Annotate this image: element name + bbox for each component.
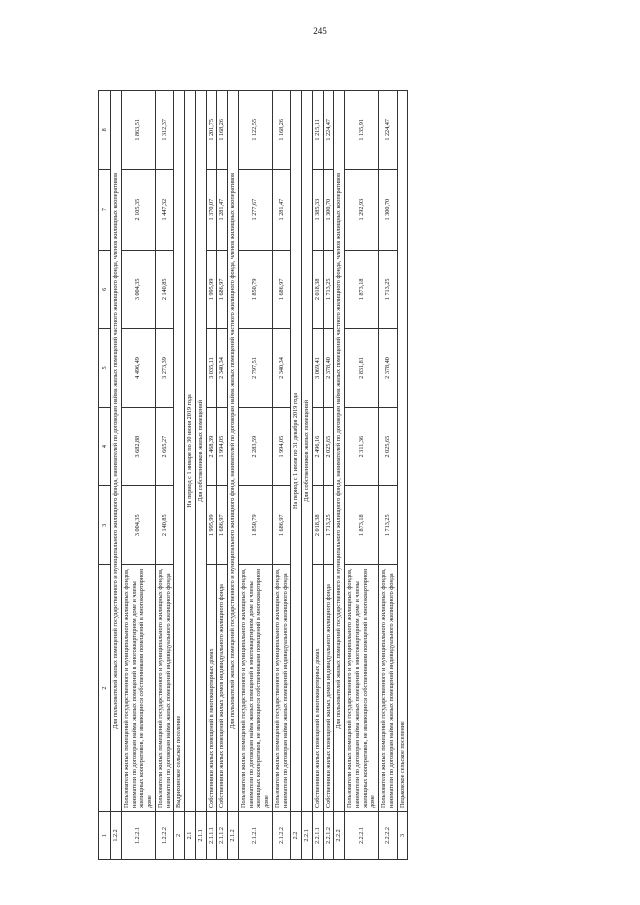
row-code: 1.2.2.1: [121, 811, 155, 859]
tariff-value: 1 994,05: [217, 407, 228, 486]
tariff-value: 1 850,79: [238, 486, 272, 565]
tariff-value: 1 300,70: [323, 169, 334, 250]
table-row: [397, 91, 408, 860]
column-number: 2: [99, 565, 111, 812]
tariff-value: 1 370,07: [206, 169, 217, 250]
row-label: Пользователи жилых помещений государственного и муниципального жилищных фондов, наниматели по договорам найма жилых помещений в многоквартирном доме и члены жилищных кооперативов, не являющиеся собственниками помещений в многоквартирном доме: [238, 565, 272, 812]
tariff-value: 1 292,93: [345, 169, 379, 250]
tariff-value: 1 686,97: [272, 486, 291, 565]
column-number: 7: [99, 169, 111, 250]
tariff-value: 1 201,75: [206, 91, 217, 170]
section-heading: На период с 1 июля по 31 декабря 2019 года: [291, 91, 302, 812]
tariff-table: [98, 90, 408, 860]
tariff-value: 1 168,26: [217, 91, 228, 170]
row-code: 2.1: [185, 811, 196, 859]
column-number: 8: [99, 91, 111, 170]
row-code: 2.2.2.2: [379, 811, 398, 859]
tariff-value: 1 686,97: [272, 250, 291, 329]
row-code: 2.1.2: [228, 811, 239, 859]
row-code: 2: [174, 811, 185, 859]
tariff-value: 3 004,35: [121, 250, 155, 329]
table-row: [174, 91, 185, 860]
row-label: Собственники жилых помещений жилых домов индивидуального жилищного фонда: [217, 565, 228, 812]
row-label: Пользователи жилых помещений государственного и муниципального жилищных фондов, наниматели по договорам найма жилых помещений индивидуального жилищного фонда: [155, 565, 174, 812]
tariff-value: 1 686,97: [217, 486, 228, 565]
settlement-name: Пецьковское сельское поселение: [397, 91, 408, 812]
tariff-value: 1 312,37: [155, 91, 174, 170]
table-row: [312, 91, 323, 860]
tariff-value: 1 281,47: [272, 169, 291, 250]
table-row: [121, 91, 155, 860]
row-code: 1.2.2: [111, 811, 122, 859]
table-row: [238, 91, 272, 860]
column-number-row: [99, 91, 111, 860]
tariff-value: 2 105,35: [121, 169, 155, 250]
column-number: 1: [99, 811, 111, 859]
tariff-value: 1 713,25: [323, 250, 334, 329]
tariff-value: 2 340,34: [217, 329, 228, 408]
tariff-value: 3 273,39: [155, 329, 174, 408]
row-label: Собственники жилых помещений в многоквартирных домах: [312, 565, 323, 812]
row-code: 2.2.2.1: [345, 811, 379, 859]
tariff-value: 1 850,79: [238, 250, 272, 329]
settlement-name: Выдрихинское сельское поселение: [174, 91, 185, 812]
tariff-value: 1 215,11: [312, 91, 323, 170]
tariff-value: 2 311,36: [345, 407, 379, 486]
table-row: [334, 91, 345, 860]
tariff-value: 1 135,91: [345, 91, 379, 170]
row-code: 2.1.1: [195, 811, 206, 859]
tariff-value: 3 004,35: [121, 486, 155, 565]
tariff-value: 1 122,55: [238, 91, 272, 170]
tariff-value: 1 686,97: [217, 250, 228, 329]
table-row: [323, 91, 334, 860]
tariff-value: 1 224,47: [379, 91, 398, 170]
row-code: 2.2.1.1: [312, 811, 323, 859]
table-row: [345, 91, 379, 860]
table-row: [272, 91, 291, 860]
tariff-value: 2 025,65: [379, 407, 398, 486]
table-row: [379, 91, 398, 860]
tariff-value: 1 995,99: [206, 250, 217, 329]
row-label: Собственники жилых помещений в многоквартирных домах: [206, 565, 217, 812]
tariff-value: 1 300,70: [379, 169, 398, 250]
tariff-value: 2 378,40: [323, 329, 334, 408]
tariff-value: 2 797,51: [238, 329, 272, 408]
tariff-value: 2 831,81: [345, 329, 379, 408]
section-heading: Для пользователей жилых помещений государственного и муниципального жилищного фонда, нанимателей по договорам найма жилых помещений частного жилищного фонда, членов жилищных кооперативов: [334, 91, 345, 812]
column-number: 4: [99, 407, 111, 486]
tariff-value: 2 018,38: [312, 250, 323, 329]
section-heading: Для собственников жилых помещений: [302, 91, 313, 812]
tariff-value: 1 994,05: [272, 407, 291, 486]
tariff-value: 1 168,26: [272, 91, 291, 170]
row-label: Пользователи жилых помещений государственного и муниципального жилищных фондов, наниматели по договорам найма жилых помещений индивидуального жилищного фонда: [272, 565, 291, 812]
tariff-value: 3 035,11: [206, 329, 217, 408]
tariff-value: 2 496,16: [312, 407, 323, 486]
tariff-value: 2 378,40: [379, 329, 398, 408]
tariff-value: 2 665,27: [155, 407, 174, 486]
tariff-value: 3 069,41: [312, 329, 323, 408]
tariff-value: 1 224,47: [323, 91, 334, 170]
row-code: 2.2.1.2: [323, 811, 334, 859]
table-row: [217, 91, 228, 860]
row-code: 2.1.1.1: [206, 811, 217, 859]
row-label: Пользователи жилых помещений государственного и муниципального жилищных фондов, наниматели по договорам найма жилых помещений в многоквартирном доме и члены жилищных кооперативов, не являющиеся собственниками помещений в многоквартирном доме: [345, 565, 379, 812]
tariff-value: 1 713,25: [379, 486, 398, 565]
tariff-value: 3 682,88: [121, 407, 155, 486]
tariff-value: 1 277,67: [238, 169, 272, 250]
row-label: Собственники жилых помещений жилых домов индивидуального жилищного фонда: [323, 565, 334, 812]
section-heading: Для пользователей жилых помещений государственного и муниципального жилищного фонда, нанимателей по договорам найма жилых помещений частного жилищного фонда, членов жилищных кооперативов: [228, 91, 239, 812]
tariff-value: 1 713,25: [323, 486, 334, 565]
tariff-value: 2 468,39: [206, 407, 217, 486]
row-label: Пользователи жилых помещений государственного и муниципального жилищных фондов, наниматели по договорам найма жилых помещений индивидуального жилищного фонда: [379, 565, 398, 812]
section-heading: Для пользователей жилых помещений государственного и муниципального жилищного фонда, нанимателей по договорам найма жилых помещений частного жилищного фонда, членов жилищных кооперативов: [111, 91, 122, 812]
tariff-value: 2 140,85: [155, 486, 174, 565]
row-code: 2.2.1: [302, 811, 313, 859]
page-number: 245: [313, 26, 327, 36]
table-row: [228, 91, 239, 860]
row-code: 1.2.2.2: [155, 811, 174, 859]
tariff-value: 1 873,18: [345, 486, 379, 565]
tariff-value: 1 863,51: [121, 91, 155, 170]
tariff-value: 4 496,49: [121, 329, 155, 408]
tariff-value: 1 385,33: [312, 169, 323, 250]
table-row: [195, 91, 206, 860]
column-number: 6: [99, 250, 111, 329]
row-code: 2.2.2: [334, 811, 345, 859]
row-label: Пользователи жилых помещений государственного и муниципального жилищных фондов, наниматели по договорам найма жилых помещений в многоквартирном доме и члены жилищных кооперативов, не являющиеся собственниками помещений в многоквартирном доме: [121, 565, 155, 812]
tariff-value: 2 340,34: [272, 329, 291, 408]
tariff-value: 1 995,99: [206, 486, 217, 565]
tariff-value: 1 873,18: [345, 250, 379, 329]
tariff-value: 1 713,25: [379, 250, 398, 329]
table-row: [111, 91, 122, 860]
row-code: 2.1.2.2: [272, 811, 291, 859]
column-number: 5: [99, 329, 111, 408]
tariff-value: 2 140,85: [155, 250, 174, 329]
tariff-value: 2 025,65: [323, 407, 334, 486]
table-row: [185, 91, 196, 860]
column-number: 3: [99, 486, 111, 565]
section-heading: Для собственников жилых помещений: [195, 91, 206, 812]
table-row: [206, 91, 217, 860]
tariff-value: 1 447,32: [155, 169, 174, 250]
tariff-value: 2 018,38: [312, 486, 323, 565]
table-row: [302, 91, 313, 860]
row-code: 2.1.2.1: [238, 811, 272, 859]
rotated-table-wrapper: [98, 90, 538, 860]
section-heading: На период с 1 января по 30 июня 2019 года: [185, 91, 196, 812]
table-row: [155, 91, 174, 860]
tariff-value: 1 281,47: [217, 169, 228, 250]
row-code: 3: [397, 811, 408, 859]
tariff-value: 2 283,59: [238, 407, 272, 486]
row-code: 2.2: [291, 811, 302, 859]
row-code: 2.1.1.2: [217, 811, 228, 859]
table-row: [291, 91, 302, 860]
